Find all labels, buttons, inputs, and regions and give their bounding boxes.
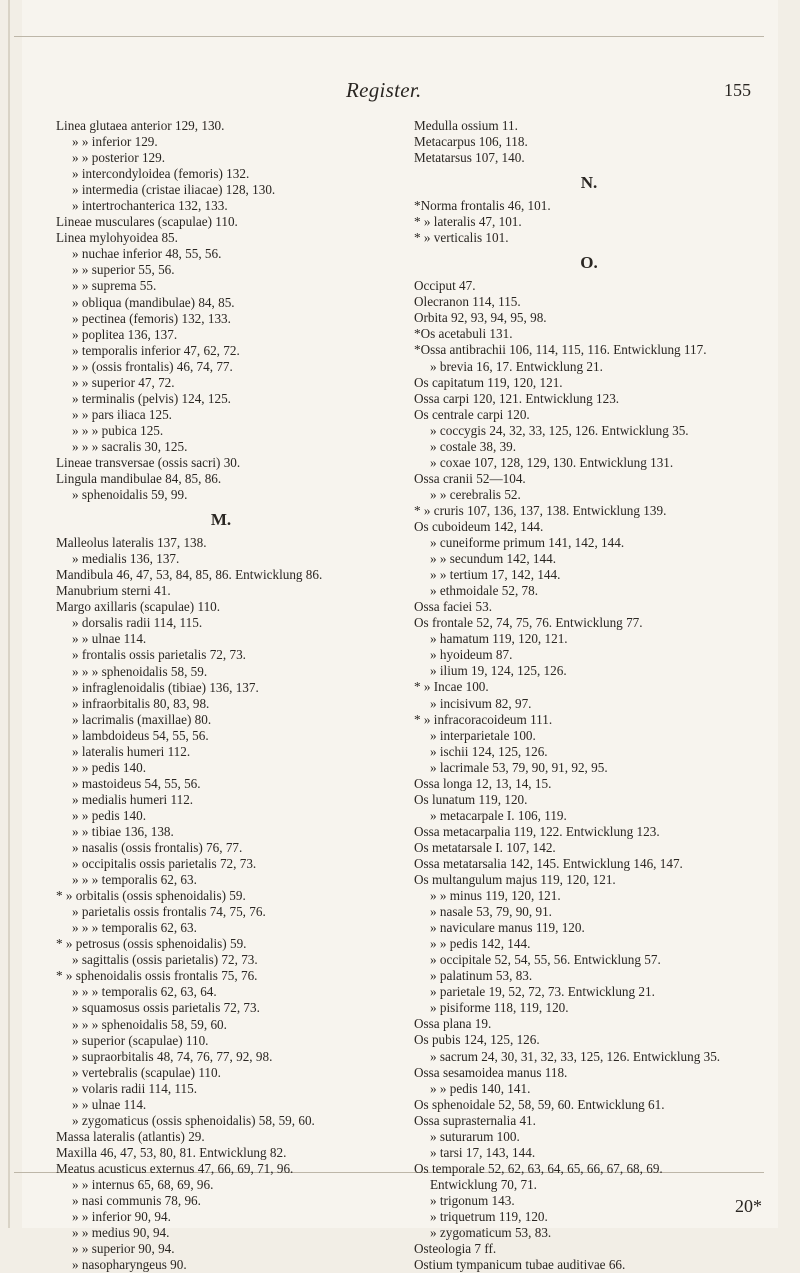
index-entry: Malleolus lateralis 137, 138.	[56, 535, 207, 551]
index-entry: Orbita 92, 93, 94, 95, 98.	[414, 310, 547, 326]
index-entry: Manubrium sterni 41.	[56, 583, 171, 599]
index-entry: Os lunatum 119, 120.	[414, 791, 528, 807]
index-entry: » metacarpale I. 106, 119.	[430, 807, 567, 823]
index-entry: » poplitea 136, 137.	[72, 326, 178, 342]
index-entry: Ostium tympanicum tubae auditivae 66.	[414, 1257, 626, 1273]
index-entry: » » ulnae 114.	[72, 631, 147, 647]
index-entry: Ossa carpi 120, 121. Entwicklung 123.	[414, 390, 620, 406]
index-entry: » » » temporalis 62, 63.	[72, 920, 197, 936]
index-entry: » triquetrum 119, 120.	[430, 1209, 548, 1224]
index-entry: » ischii 124, 125, 126.	[430, 743, 548, 759]
index-entry: » squamosus ossis parietalis 72, 73.	[72, 1000, 260, 1016]
index-column-left	[56, 118, 386, 1273]
index-entry: *Ossa antibrachii 106, 114, 115, 116. Entwicklung 117.	[414, 342, 707, 358]
index-entry: » terminalis (pelvis) 124, 125.	[72, 390, 231, 406]
index-entry: » brevia 16, 17. Entwicklung 21.	[430, 358, 603, 374]
index-entry: » » tibiae 136, 138.	[72, 823, 174, 839]
index-entry: » mastoideus 54, 55, 56.	[72, 775, 201, 791]
index-entry: Massa lateralis (atlantis) 29.	[56, 1128, 205, 1144]
index-entry: » » » temporalis 62, 63, 64.	[72, 984, 217, 1000]
index-entry: » » pedis 140, 141.	[430, 1080, 531, 1096]
sheet-signature: 20*	[735, 1196, 762, 1216]
page-edge	[8, 0, 10, 1228]
index-entry: Os centrale carpi 120.	[414, 406, 530, 422]
index-entry: » trigonum 143.	[430, 1192, 515, 1208]
index-entry: » ilium 19, 124, 125, 126.	[430, 663, 567, 679]
index-entry: Margo axillaris (scapulae) 110.	[56, 599, 221, 615]
index-entry: » nuchae inferior 48, 55, 56.	[72, 246, 222, 262]
index-entry: » nasi communis 78, 96.	[72, 1193, 201, 1209]
index-entry: » hamatum 119, 120, 121.	[430, 631, 568, 647]
section-letter-heading: N.	[580, 173, 598, 193]
index-entry: Os pubis 124, 125, 126.	[414, 1032, 540, 1048]
index-entry: » » tertium 17, 142, 144.	[430, 567, 561, 583]
index-column-right	[414, 118, 764, 1273]
index-entry: » volaris radii 114, 115.	[72, 1080, 198, 1096]
page-number: 155	[724, 80, 751, 100]
index-entry: » frontalis ossis parietalis 72, 73.	[72, 647, 246, 663]
index-entry: » pectinea (femoris) 132, 133.	[72, 310, 231, 326]
index-entry: » » (ossis frontalis) 46, 74, 77.	[72, 358, 233, 374]
index-entry: » vertebralis (scapulae) 110.	[72, 1064, 221, 1080]
index-entry: » interparietale 100.	[430, 727, 536, 743]
index-entry: » suturarum 100.	[430, 1128, 520, 1144]
index-entry: » » posterior 129.	[72, 150, 166, 166]
index-entry: * » petrosus (ossis sphenoidalis) 59.	[56, 936, 247, 952]
index-entry: » pisiforme 118, 119, 120.	[430, 1000, 569, 1016]
index-entry: Occiput 47.	[414, 278, 476, 294]
index-entry: *Norma frontalis 46, 101.	[414, 198, 551, 214]
index-entry: » » inferior 90, 94.	[72, 1209, 171, 1225]
index-entry: » » internus 65, 68, 69, 96.	[72, 1177, 214, 1192]
index-entry: » lateralis humeri 112.	[72, 743, 191, 759]
index-entry: * » Incae 100.	[414, 679, 489, 695]
index-entry: » sagittalis (ossis parietalis) 72, 73.	[72, 952, 258, 968]
index-entry: Ossa sesamoidea manus 118.	[414, 1064, 568, 1080]
index-entry: » ethmoidale 52, 78.	[430, 583, 539, 599]
index-entry: Lineae musculares (scapulae) 110.	[56, 214, 238, 230]
index-entry: » lacrimalis (maxillae) 80.	[72, 711, 212, 727]
page-header	[0, 74, 800, 106]
index-entry: » » » sphenoidalis 58, 59.	[72, 663, 208, 679]
index-entry: » lacrimale 53, 79, 90, 91, 92, 95.	[430, 759, 608, 775]
index-entry: » occipitalis ossis parietalis 72, 73.	[72, 856, 257, 872]
index-entry: » intertrochanterica 132, 133.	[72, 198, 228, 214]
index-entry: » tarsi 17, 143, 144.	[430, 1144, 536, 1160]
index-entry: Maxilla 46, 47, 53, 80, 81. Entwicklung 82.	[56, 1144, 287, 1160]
index-entry: Os metatarsale I. 107, 142.	[414, 839, 556, 855]
index-entry: * » orbitalis (ossis sphenoidalis) 59.	[56, 888, 246, 904]
index-entry: » » » temporalis 62, 63.	[72, 872, 197, 888]
index-entry: » lambdoideus 54, 55, 56.	[72, 727, 209, 743]
index-entry: » occipitale 52, 54, 55, 56. Entwicklung 57.	[430, 952, 661, 968]
index-entry: » sphenoidalis 59, 99.	[72, 487, 188, 503]
section-letter-heading: O.	[580, 253, 598, 273]
index-entry: Entwicklung 70, 71.	[430, 1176, 537, 1192]
index-entry: Meatus acusticus externus 47, 66, 69, 71, 96.	[56, 1160, 294, 1176]
index-entry: » intermedia (cristae iliacae) 128, 130.	[72, 182, 276, 198]
index-entry: Lineae transversae (ossis sacri) 30.	[56, 454, 241, 470]
index-entry: » sacrum 24, 30, 31, 32, 33, 125, 126. Entwicklung 35.	[430, 1048, 721, 1064]
index-entry: » infraglenoidalis (tibiae) 136, 137.	[72, 679, 259, 695]
index-entry: » hyoideum 87.	[430, 647, 513, 663]
index-entry: » dorsalis radii 114, 115.	[72, 615, 203, 631]
index-entry: Linea mylohyoidea 85.	[56, 230, 178, 246]
index-entry: » zygomaticum 53, 83.	[430, 1225, 552, 1241]
index-entry: Ossa suprasternalia 41.	[414, 1112, 536, 1128]
index-entry: » » minus 119, 120, 121.	[430, 888, 561, 904]
index-entry: Metacarpus 106, 118.	[414, 134, 528, 150]
index-entry: Ossa metacarpalia 119, 122. Entwicklung 123.	[414, 823, 660, 839]
index-entry: » palatinum 53, 83.	[430, 968, 533, 984]
index-entry: » infraorbitalis 80, 83, 98.	[72, 695, 210, 711]
index-entry: » parietalis ossis frontalis 74, 75, 76.	[72, 904, 266, 920]
index-entry: » » » sphenoidalis 58, 59, 60.	[72, 1016, 227, 1032]
index-entry: *Os acetabuli 131.	[414, 326, 513, 342]
index-entry: » » cerebralis 52.	[430, 486, 521, 502]
index-entry: » naviculare manus 119, 120.	[430, 920, 585, 936]
index-entry: Ossa faciei 53.	[414, 599, 492, 615]
index-entry: » coccygis 24, 32, 33, 125, 126. Entwicklung 35.	[430, 422, 689, 438]
crop-line-top	[14, 36, 764, 37]
index-entry: Osteologia 7 ff.	[414, 1241, 497, 1257]
index-entry: » medialis 136, 137.	[72, 551, 180, 567]
index-entry: Os capitatum 119, 120, 121.	[414, 374, 563, 390]
index-entry: » medialis humeri 112.	[72, 791, 194, 807]
index-entry: Ossa cranii 52—104.	[414, 470, 526, 486]
index-entry: » » pedis 142, 144.	[430, 936, 531, 952]
index-entry: » costale 38, 39.	[430, 438, 517, 454]
index-entry: Lingula mandibulae 84, 85, 86.	[56, 471, 222, 487]
index-entry: » » medius 90, 94.	[72, 1225, 170, 1241]
index-entry: » » pars iliaca 125.	[72, 406, 172, 422]
section-letter-heading: M.	[210, 510, 232, 530]
index-entry: » obliqua (mandibulae) 84, 85.	[72, 294, 235, 310]
index-entry: Os sphenoidale 52, 58, 59, 60. Entwicklung 61.	[414, 1096, 665, 1112]
index-entry: Olecranon 114, 115.	[414, 294, 521, 310]
index-entry: Os cuboideum 142, 144.	[414, 518, 544, 534]
index-entry: » cuneiforme primum 141, 142, 144.	[430, 535, 625, 551]
index-entry: » » superior 55, 56.	[72, 262, 175, 278]
index-entry: » incisivum 82, 97.	[430, 695, 532, 711]
index-entry: Linea glutaea anterior 129, 130.	[56, 118, 225, 133]
index-entry: » zygomaticus (ossis sphenoidalis) 58, 59, 60.	[72, 1112, 315, 1128]
index-entry: » temporalis inferior 47, 62, 72.	[72, 342, 240, 358]
index-entry: * » sphenoidalis ossis frontalis 75, 76.	[56, 968, 258, 984]
index-entry: * » verticalis 101.	[414, 230, 509, 246]
index-entry: » » » sacralis 30, 125.	[72, 438, 188, 454]
index-entry: » intercondyloidea (femoris) 132.	[72, 166, 250, 182]
index-entry: Mandibula 46, 47, 53, 84, 85, 86. Entwicklung 86.	[56, 567, 323, 583]
running-title: Register.	[346, 78, 422, 102]
index-entry: Metatarsus 107, 140.	[414, 150, 525, 166]
index-entry: Os temporale 52, 62, 63, 64, 65, 66, 67, 68, 69.	[414, 1160, 663, 1176]
index-entry: » supraorbitalis 48, 74, 76, 77, 92, 98.	[72, 1048, 273, 1064]
index-entry: » » ulnae 114.	[72, 1096, 147, 1112]
index-entry: » nasalis (ossis frontalis) 76, 77.	[72, 840, 243, 856]
index-entry: » » superior 90, 94.	[72, 1241, 175, 1257]
index-entry: Medulla ossium 11.	[414, 118, 518, 133]
index-entry: » coxae 107, 128, 129, 130. Entwicklung 131.	[430, 454, 674, 470]
index-entry: » » superior 47, 72.	[72, 374, 175, 390]
index-entry: » » secundum 142, 144.	[430, 551, 557, 567]
index-entry: » » suprema 55.	[72, 278, 157, 294]
index-entry: » » pedis 140.	[72, 759, 146, 775]
index-entry: » nasopharyngeus 90.	[72, 1257, 187, 1273]
index-entry: Ossa metatarsalia 142, 145. Entwicklung 146, 147.	[414, 855, 683, 871]
index-entry: » » pedis 140.	[72, 807, 146, 823]
index-entry: * » lateralis 47, 101.	[414, 214, 522, 230]
index-entry: Os frontale 52, 74, 75, 76. Entwicklung 77.	[414, 615, 643, 631]
index-entry: * » cruris 107, 136, 137, 138. Entwicklung 139.	[414, 502, 667, 518]
index-entry: Os multangulum majus 119, 120, 121.	[414, 872, 616, 888]
index-entry: * » infracoracoideum 111.	[414, 711, 553, 727]
index-entry: » » inferior 129.	[72, 134, 158, 150]
index-entry: » » » pubica 125.	[72, 422, 164, 438]
index-entry: Ossa longa 12, 13, 14, 15.	[414, 775, 552, 791]
index-entry: Ossa plana 19.	[414, 1016, 492, 1032]
index-entry: » parietale 19, 52, 72, 73. Entwicklung 21.	[430, 984, 655, 1000]
index-entry: » nasale 53, 79, 90, 91.	[430, 904, 552, 920]
index-entry: » superior (scapulae) 110.	[72, 1032, 209, 1048]
